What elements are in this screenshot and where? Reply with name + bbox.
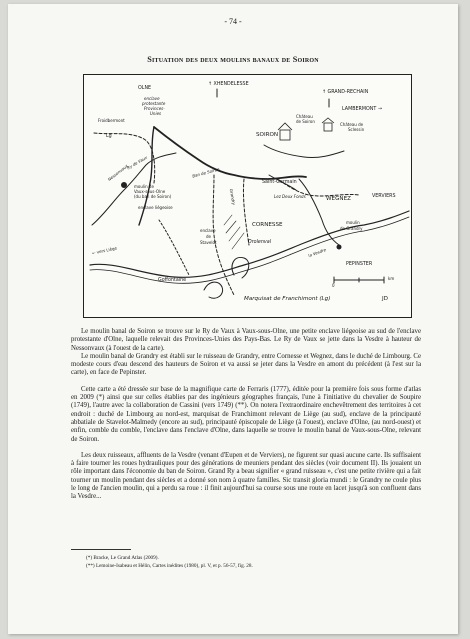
map-label-enclave-stavelot-1: enclave — [200, 228, 216, 233]
stavelot-enclave-hatch — [224, 215, 244, 249]
map-label-wegnez: WEGNEZ — [326, 196, 351, 202]
border-dashed-3 — [243, 179, 249, 245]
document-page — [8, 4, 458, 634]
map-label-lez-deux-fonds: Lez Deux Fonds — [274, 194, 306, 199]
map-label-scale-zero: 0 — [332, 283, 335, 288]
map-label-froidbermont: Froidbermont — [98, 118, 125, 123]
map-label-moulin-grandry-1: moulin — [346, 220, 360, 225]
map-label-olne-note-2: protestante — [142, 101, 166, 106]
map-label-lg-west: Lg — [106, 134, 112, 139]
map-label-grand-rechain: ↑ GRAND-RECHAIN — [322, 90, 369, 95]
map-label-olne-note-1: enclave — [144, 96, 160, 101]
map-label-lambermont: LAMBERMONT → — [342, 107, 382, 112]
paragraph-2: Le moulin banal de Grandry est établi sur le ruisseau de Grandry, entre Cornesse et Wegnez, dans le duché de Limbourg. Ce modeste cours d'eau descend des hauteurs de Soiron et va aussi se jeter dans la Vesdre en amont du précédent (à l'est sur la carte), en face de Pepinster. — [71, 352, 421, 377]
page-number: - 74 - — [224, 17, 242, 26]
paragraph-1: Le moulin banal de Soiron se trouve sur le Ry de Vaux à Vaux-sous-Olne, une petite enclave liégeoise au sud de l'enclave protestante d'Olne, laquelle relevait des Provinces-Unies des Pays-Bas. Le Ry de Vaux se jette dans la Vesdre à hauteur de Nessonvaux (à l'ouest de la carte). — [71, 328, 421, 352]
map-label-chateau-soiron-1: Château — [296, 114, 313, 119]
map-label-moulin-olne-2: Vaux-sous-Olne — [134, 189, 166, 194]
soiron-road — [264, 145, 344, 158]
moulin-grandry-marker — [337, 245, 342, 250]
grandry-stream — [299, 179, 339, 245]
page-title: Situation des deux moulins banaux de Soiron — [147, 55, 319, 64]
map-label-moulin-olne-3: (du ban de Soiron) — [134, 194, 172, 199]
map-label-olne: OLNE — [138, 86, 152, 91]
map-label-vesdre: la Vesdre — [307, 247, 327, 259]
footnote-2: (**) Lemoine-Isabeau et Hélin, Cartes inédites (1980), pl. V, et p. 56-57, fig. 28. — [86, 563, 253, 569]
footnote-rule — [71, 549, 131, 550]
map-label-xhendelesse: ↑ XHENDELESSE — [208, 82, 249, 87]
map-label-km: km — [388, 276, 395, 281]
map-label-chateau-soiron-2: de Soiron — [296, 119, 315, 124]
map-label-enclave-stavelot-2: de — [206, 234, 211, 239]
moulin-olne-marker — [121, 182, 127, 188]
map-label-chateau-sclessin-2: Sclessin — [348, 127, 365, 132]
map-label-marquisat: Marquisat de Franchimont (Lg) — [244, 296, 331, 302]
map-label-drolenval: Drolenval — [248, 240, 272, 245]
map-label-saint-germain: Saint-Germain — [262, 180, 297, 185]
goffontaine-loop — [204, 282, 223, 298]
paragraph-3: Cette carte a été dressée sur base de la magnifique carte de Ferraris (1777), éditée pour la première fois sous forme d'atlas en 2009 (*) ainsi que sur celles établies par des ingénieurs géographes français, l'une à l'initiative du chevalier de Soupire (1749), l'autre avec la collaboration de Cassini (vers 1749) (**). On notera l'extraordinaire enchevêtrement des territoires à cet endroit : duché de Limbourg au nord-est, marquisat de Franchimont relevant de Liège (au sud), enclave de la principauté abbatiale de Stavelot-Malmedy (encore au sud), principauté épiscopale de Liège (à l'ouest), enclave d'Olne, (au nord-ouest) et enfin, comble du comble, l'enclave dans l'enclave d'Olne, dans laquelle se trouve le moulin banal de Vaux-sous-Olne, relevant de Soiron. — [71, 385, 421, 443]
map-label-soiron: SOIRON — [256, 132, 279, 138]
chateau-soiron-icon — [278, 123, 292, 140]
map-label-ry-de-vaux: Ry de Vaux — [126, 154, 149, 171]
map-label-olne-note-4: Unies — [150, 111, 162, 116]
footnote-1: (*) Bracke, Le Grand Atlas (2009). — [86, 555, 159, 561]
map-label-cornesse: CORNESSE — [252, 222, 283, 228]
map-label-grandry-stream: Grandry — [228, 188, 237, 206]
chateau-sclessin-icon — [322, 118, 334, 131]
map-label-ban-de-soiron: Ban de Soiron — [191, 166, 221, 179]
map-label-pepinster: PEPINSTER — [346, 262, 373, 267]
olne-enclave-west — [139, 127, 154, 225]
body-text — [71, 328, 421, 502]
map-label-enclave-stavelot-3: Stavelot — [200, 240, 217, 245]
border-dashed-5 — [159, 220, 189, 275]
map-label-verviers: VERVIERS — [372, 194, 396, 199]
map-label-moulin-grandry-2: de Grandry — [340, 226, 363, 231]
map-label-goffontaine: Goffontaine — [158, 278, 187, 283]
scale-bar — [334, 277, 384, 283]
map-label-nessonvaux: Nessonvaux — [106, 163, 129, 183]
map-label-olne-note-3: Provinces- — [144, 106, 165, 111]
map-label-chateau-sclessin-1: Château de — [340, 122, 364, 127]
map-label-enclave-liegeoise: enclave liégeoise — [138, 205, 173, 210]
paragraph-4: Les deux ruisseaux, affluents de la Vesdre (venant d'Eupen et de Verviers), ne figurent sur quasi aucune carte. Ils suffisaient à faire tourner les roues hydrauliques pour des générations de meuniers pendant des siècles (voir document II). Ils jouaient un rôle important dans l'économie du ban de Soiron. Grand Ry a beau signifier « grand ruisseau », c'est une petite rivière qui a fait tourner un moulin pendant des siècles et a donné son nom à quatre familles. Sic transit gloria mundi : le Grandry ne coule plus le long de l'ancien moulin, qui a perdu sa roue : il finit aujourd'hui sa course sous une route en lacet jusqu'à son confluent dans la Vesdre... — [71, 451, 421, 501]
map-figure — [83, 74, 412, 318]
map-signature: JD — [382, 296, 388, 302]
map-label-vers-liege: ← vers Liège — [91, 245, 118, 256]
map-label-moulin-olne-1: moulin de — [134, 184, 154, 189]
